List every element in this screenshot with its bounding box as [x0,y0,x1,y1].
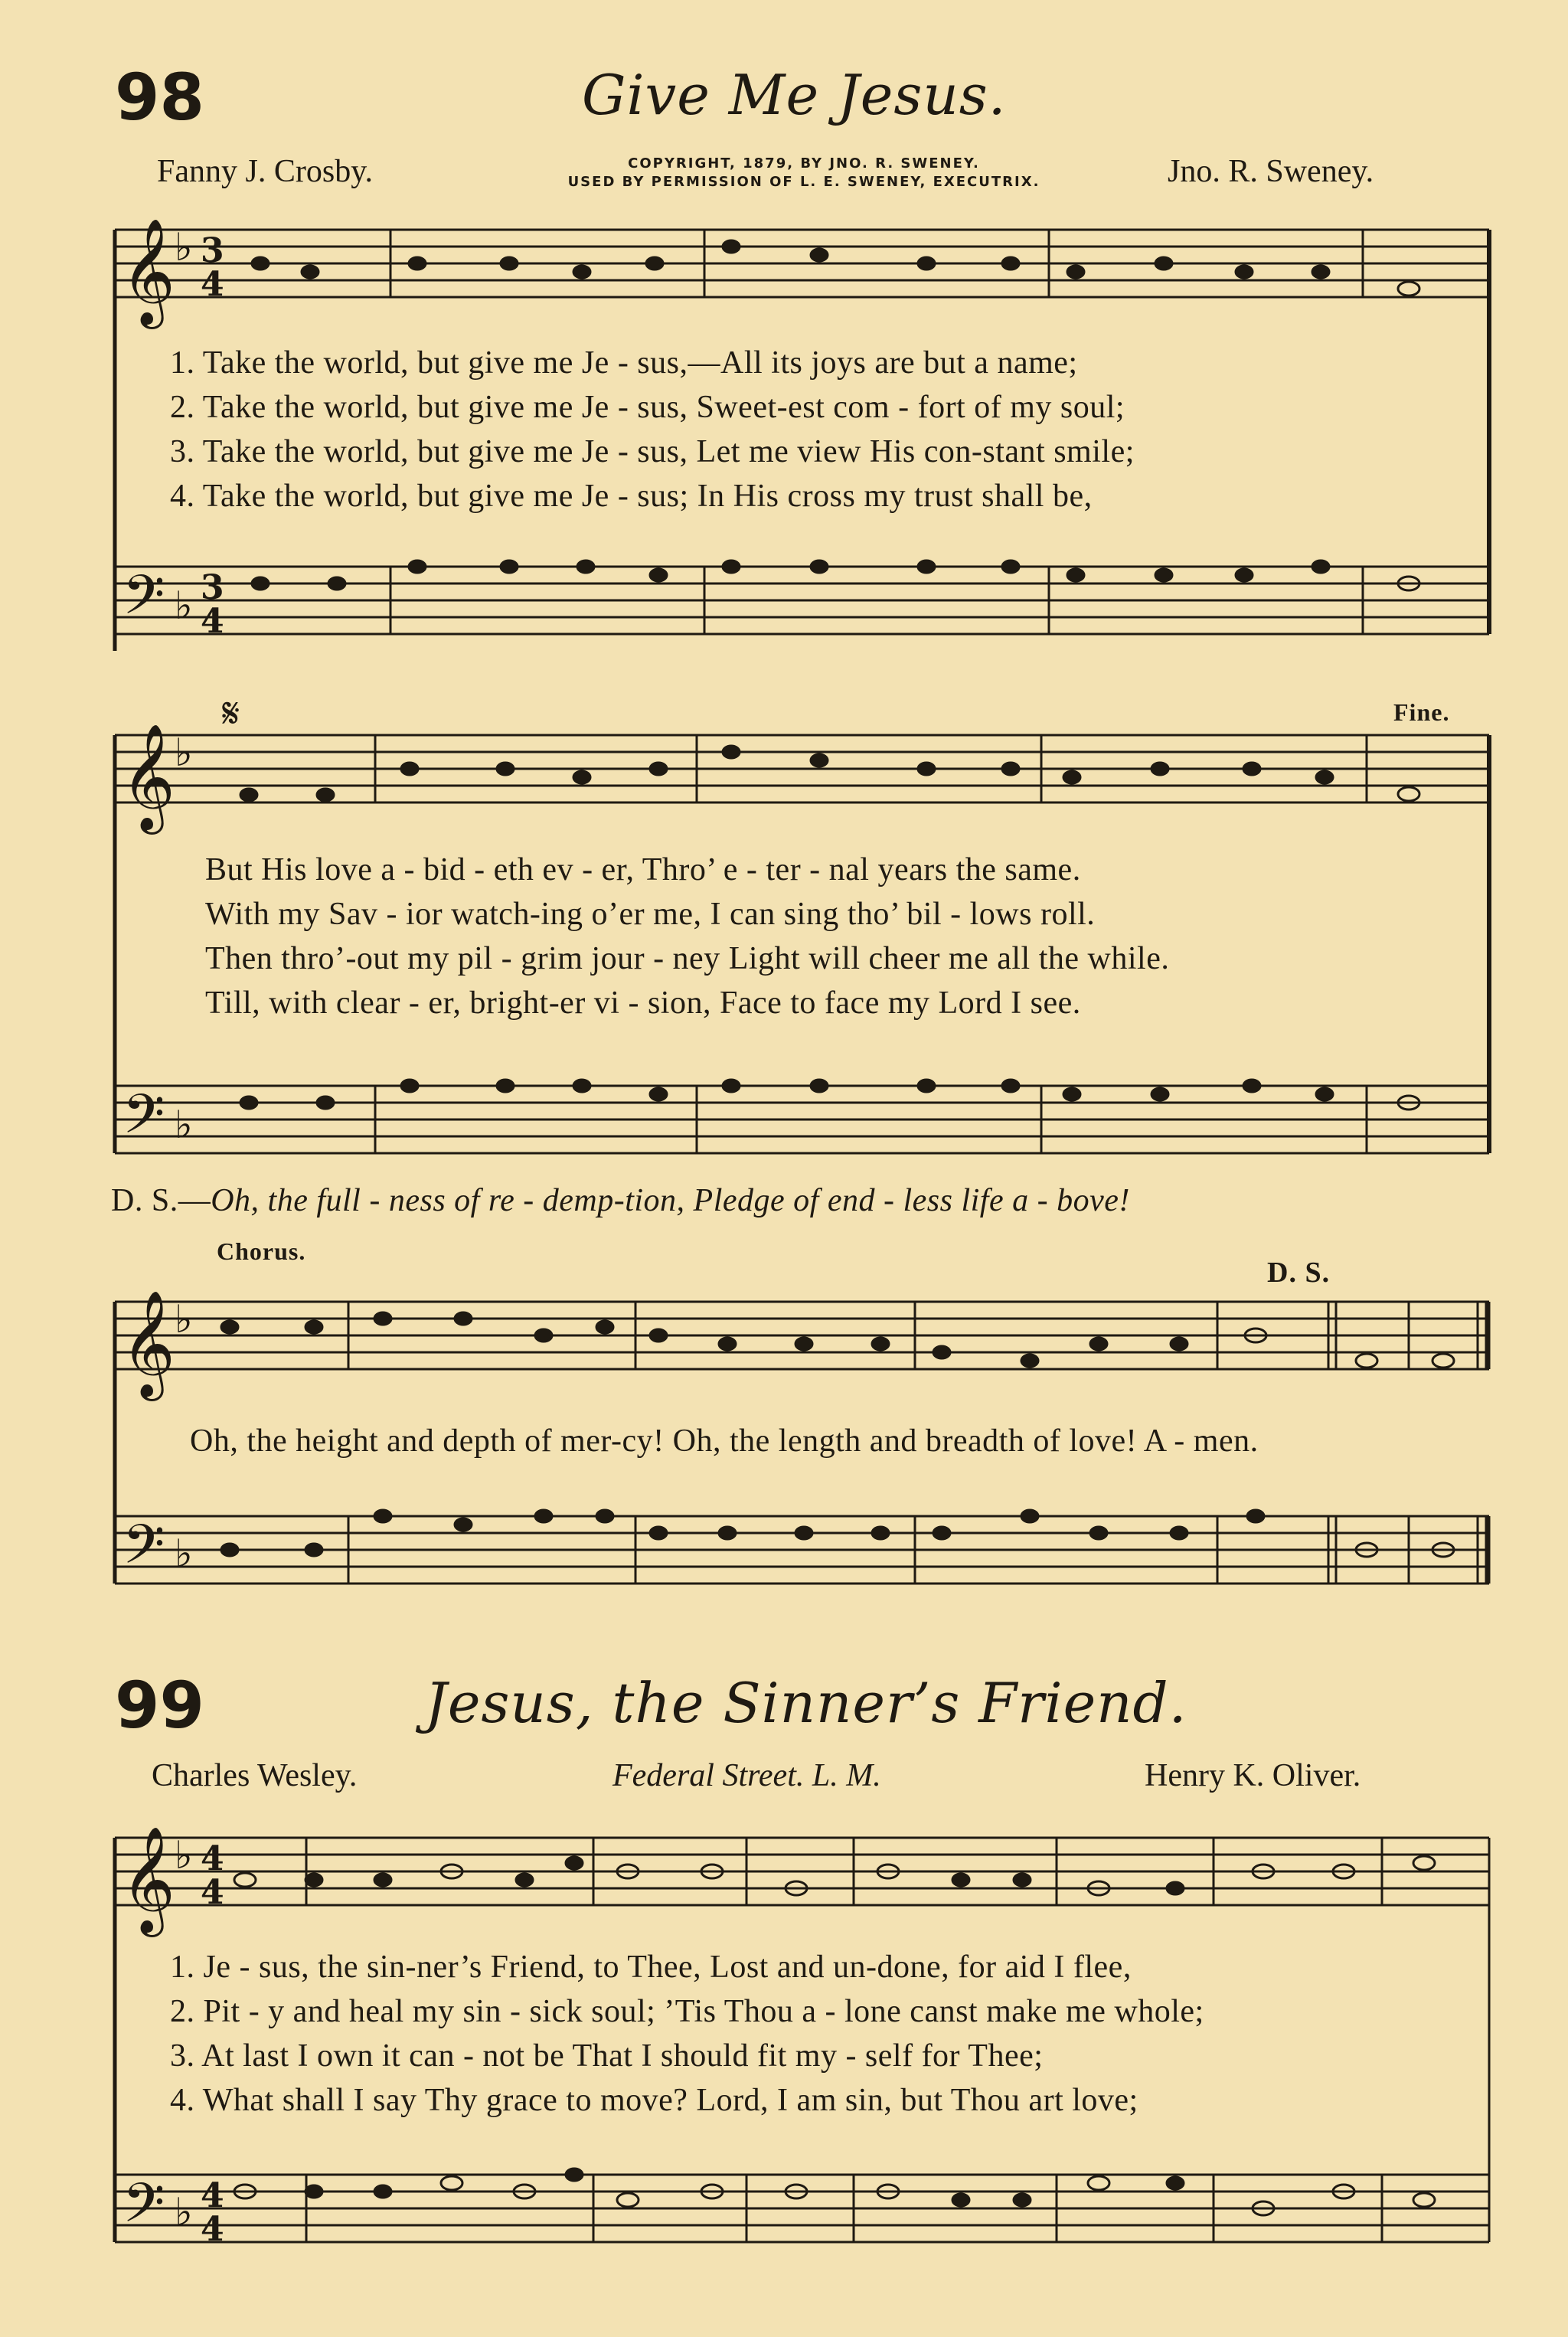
svg-text:4: 4 [201,1839,224,1878]
staff-lines-treble-3 [115,1302,1489,1369]
copyright-line-1: COPYRIGHT, 1879, BY JNO. R. SWENEY. [628,155,980,172]
hymn-98-composer: Jno. R. Sweney. [1168,154,1374,189]
system-1-bass-notes [252,561,1419,590]
hymn-99-title: Jesus, the Sinner’s Friend. [425,1671,1187,1735]
ds-text: Oh, the full - ness of re - demp-tion, Pledge of end - less life a - bove! [211,1183,1130,1218]
noteheads [221,240,1454,2215]
verse-line-1: 1. Take the world, but give me Je - sus,—All its joys are but a name; [170,345,1078,381]
staff-lines-bass-2 [115,1086,1489,1153]
verse-cont-line-3: Then thro’-out my pil - grim jour - ney Light will cheer me all the while. [205,941,1170,976]
treble-clef-icon: 𝄞 [121,1290,175,1397]
svg-text:4: 4 [201,2210,224,2249]
ds-lyric-line [111,1182,1130,1219]
treble-clef-icon: 𝄞 [121,1826,175,1933]
fine-label: Fine. [1393,698,1450,726]
hymn-98-author: Fanny J. Crosby. [157,154,373,189]
system-1-treble-notes [252,240,1419,296]
svg-text:4: 4 [201,602,224,641]
svg-text:♭: ♭ [175,583,193,628]
svg-text:♭: ♭ [175,1833,193,1878]
hymn-98-title: Give Me Jesus. [582,63,1007,127]
bass-clef-icon: 𝄢 [122,1083,165,1159]
hymn-99-verse-1: 1. Je - sus, the sin-ner’s Friend, to Thee, Lost and un-done, for aid I flee, [170,1950,1132,1985]
hymn-98-number: 98 [115,60,204,135]
hymn-99-composer: Henry K. Oliver. [1145,1758,1361,1793]
copyright-line-2: USED BY PERMISSION OF L. E. SWENEY, EXECUTRIX. [567,174,1040,190]
system-2-treble-notes [240,746,1419,801]
chorus-lyric-line: Oh, the height and depth of mer-cy! Oh, the length and breadth of love! A - men. [190,1423,1259,1459]
verse-cont-line-1: But His love a - bid - eth ev - er, Thro’ e - ter - nal years the same. [205,852,1081,887]
verse-line-3: 3. Take the world, but give me Je - sus, Let me view His con-stant smile; [170,434,1135,469]
svg-text:4: 4 [201,1873,224,1912]
svg-text:♭: ♭ [175,1297,193,1342]
segno-icon: 𝄋 [222,689,240,737]
bass-clef-icon: 𝄢 [122,2172,165,2248]
svg-text:4: 4 [201,265,224,304]
bass-clef-icon: 𝄢 [122,1513,165,1590]
treble-clef-icon: 𝄞 [121,724,175,830]
verse-line-4: 4. Take the world, but give me Je - sus; In His cross my trust shall be, [170,479,1093,514]
svg-text:♭: ♭ [175,731,193,775]
verse-line-2: 2. Take the world, but give me Je - sus, Sweet-est com - fort of my soul; [170,390,1125,425]
ds-marker: D. S. [1267,1257,1331,1289]
ds-prefix: D. S.— [111,1183,211,1218]
system-3-treble-notes [221,1312,1454,1368]
svg-text:♭: ♭ [175,2190,193,2234]
svg-text:3: 3 [201,231,224,270]
svg-text:♭: ♭ [175,225,193,270]
hymn-99-verse-3: 3. At last I own it can - not be That I should fit my - self for Thee; [170,2038,1044,2074]
staff-lines-bass-1 [115,567,1489,634]
hymn-99-author: Charles Wesley. [152,1758,358,1793]
hymn-99-verse-2: 2. Pit - y and heal my sin - sick soul; ’Tis Thou a - lone canst make me whole; [170,1994,1204,2029]
svg-text:♭: ♭ [175,1531,193,1576]
verse-cont-line-4: Till, with clear - er, bright-er vi - sion, Face to face my Lord I see. [205,985,1081,1021]
hymn-99-verse-4: 4. What shall I say Thy grace to move? Lord, I am sin, but Thou art love; [170,2083,1138,2118]
hymn-99-tune: Federal Street. L. M. [612,1758,881,1793]
verse-cont-line-2: With my Sav - ior watch-ing o’er me, I can sing tho’ bil - lows roll. [205,897,1096,932]
svg-text:♭: ♭ [175,1103,193,1147]
hymn-99-number: 99 [115,1668,204,1743]
chorus-label: Chorus. [217,1237,306,1265]
svg-text:4: 4 [201,2176,224,2215]
system-2-bass-notes [240,1080,1419,1110]
treble-clef-icon: 𝄞 [121,218,175,325]
svg-text:3: 3 [201,568,224,607]
staff-lines-treble-1 [115,230,1489,297]
bass-clef-icon: 𝄢 [122,564,165,640]
